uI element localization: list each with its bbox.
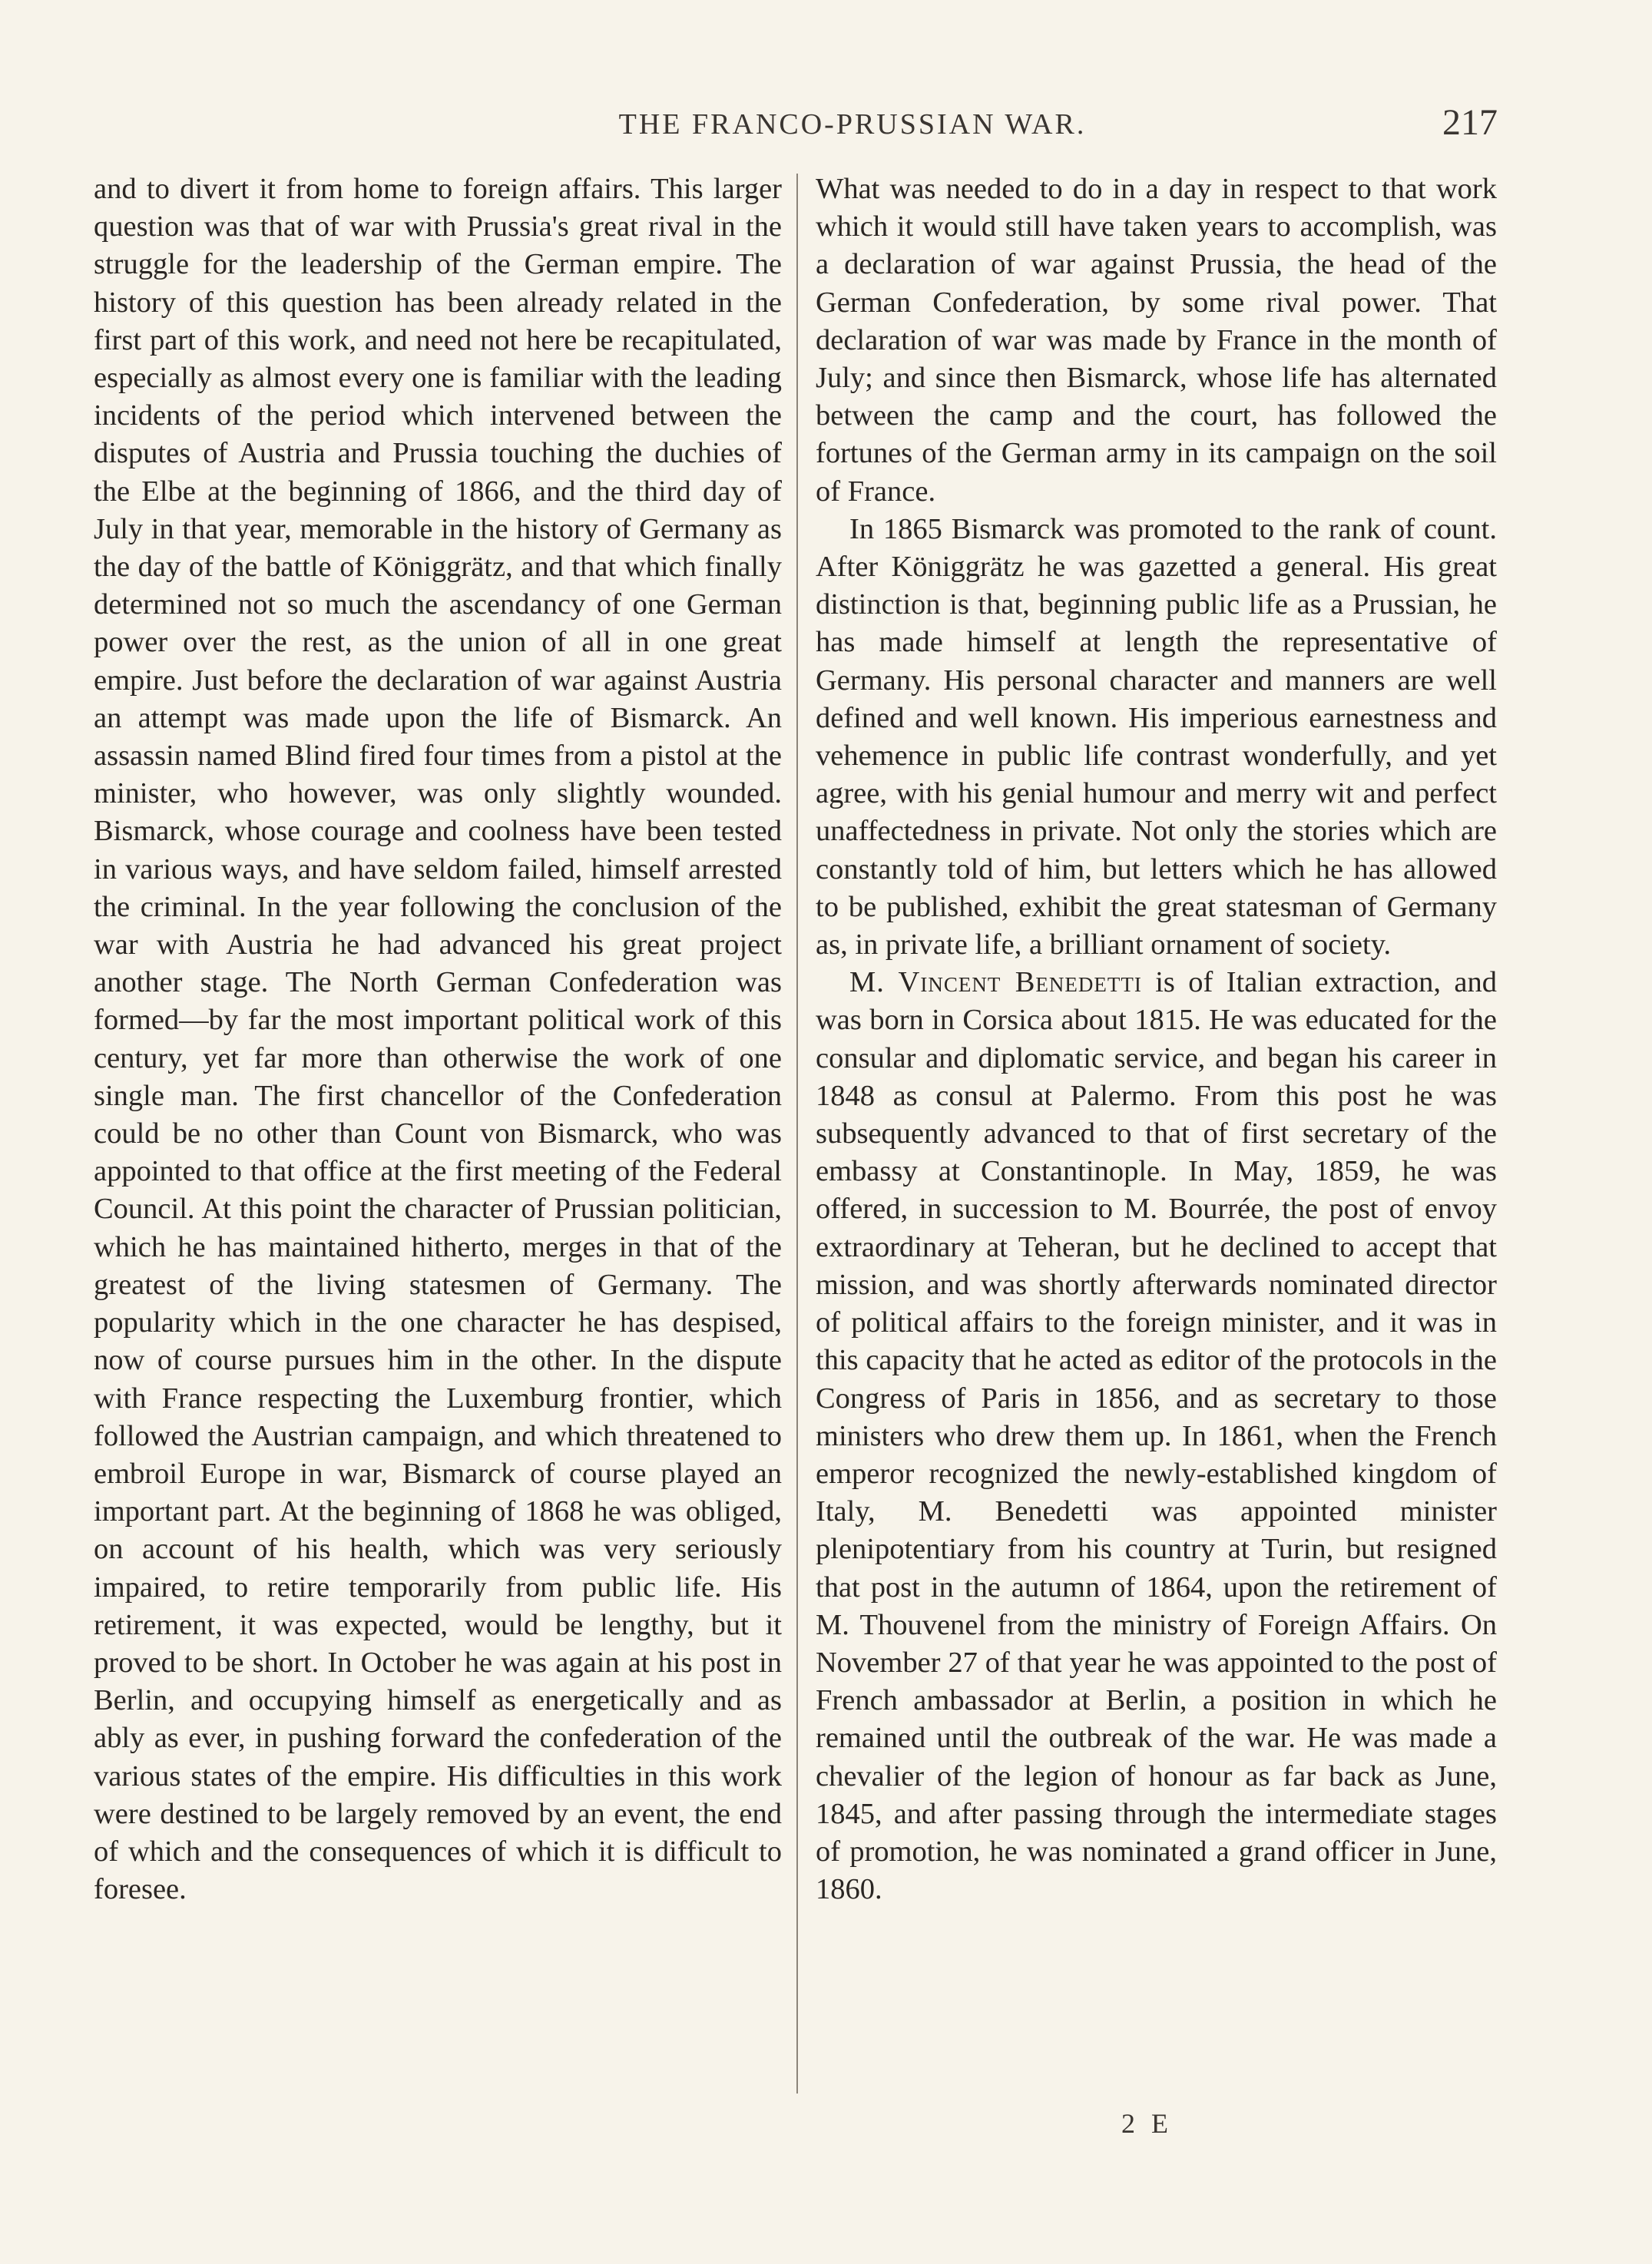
right-paragraph-1: What was needed to do in a day in respect to that work which it would still have taken years to accomplish, was a declaration of war against Prussia, the head of the German Confederation, by some rival power. That declaration of war was made by France in the month of July; and since then Bismarck, whose life has alternated between the camp and the court, has followed the fortunes of the German army in its campaign on the soil of France.: [816, 173, 1497, 508]
running-head: [92, 102, 1498, 154]
right-paragraph-3-text: is of Italian extraction, and was born in Corsica about 1815. He was educated for the consular and diplomatic service, and began his career in 1848 as consul at Palermo. From this post he was subsequently advanced to that of first secretary of the embassy at Constantinople. In May, 1859, he was offered, in succession to M. Bourrée, the post of envoy extraordinary at Teheran, but he declined to accept that mission, and was shortly afterwards nominated director of political affairs to the foreign minister, and it was in this capacity that he acted as editor of the protocols in the Congress of Paris in 1856, and as secretary to those ministers who drew them up. In 1861, when the French emperor recognized the newly-established kingdom of Italy, M. Benedetti was appointed minister plenipotentiary from his country at Turin, but resigned that post in the autumn of 1864, upon the retirement of M. Thouvenel from the ministry of Foreign Affairs. On November 27 of that year he was appointed to the post of French ambassador at Berlin, a position in which he remained until the outbreak of the war. He was made a chevalier of the legion of honour as far back as June, 1845, and after passing through the intermediate stages of promotion, he was nominated a grand officer in June, 1860.: [816, 966, 1497, 1906]
page-number: 217: [1442, 102, 1498, 143]
left-column: [94, 170, 782, 2090]
left-paragraph-1: and to divert it from home to foreign affairs. This larger question was that of war with Prussia's great rival in the struggle for the leadership of the German empire. The history of this question has been already related in the first part of this work, and need not here be recapitulated, especially as almost every one is familiar with the leading incidents of the period which intervened between the disputes of Austria and Prussia touching the duchies of the Elbe at the beginning of 1866, and the third day of July in that year, memorable in the history of Germany as the day of the battle of Königgrätz, and that which finally determined not so much the ascendancy of one German power over the rest, as the union of all in one great empire. Just before the declaration of war against Austria an attempt was made upon the life of Bismarck. An assassin named Blind fired four times from a pistol at the minister, who however, was only slightly wounded. Bismarck, whose courage and coolness have been tested in various ways, and have seldom failed, himself arrested the criminal. In the year following the conclusion of the war with Austria he had advanced his great project another stage. The North German Confederation was formed—by far the most important political work of this century, yet far more than otherwise the work of one single man. The first chancellor of the Confederation could be no other than Count von Bismarck, who was appointed to that office at the first meeting of the Federal Council. At this point the character of Prussian politician, which he has maintained hitherto, merges in that of the greatest of the living statesmen of Germany. The popularity which in the one character he has despised, now of course pursues him in the other. In the dispute with France respecting the Luxemburg frontier, which followed the Austrian campaign, and which threatened to embroil Europe in war, Bismarck of course played an important part. At the beginning of 1868 he was obliged, on account of his health, which was very seriously impaired, to retire temporarily from public life. His retirement, it was expected, would be lengthy, but it proved to be short. In October he was again at his post in Berlin, and occupying himself as energetically and as ably as ever, in pushing forward the confederation of the various states of the empire. His difficulties in this work were destined to be largely removed by an event, the end of which and the consequences of which it is difficult to foresee.: [94, 173, 782, 1906]
right-paragraph-2: In 1865 Bismarck was promoted to the rank of count. After Königgrätz he was gazetted a general. His great distinction is that, beginning public life as a Prussian, he has made himself at length the representative of Germany. His personal character and manners are well defined and well known. His imperious earnestness and vehemence in public life contrast wonderfully, and yet agree, with his genial humour and merry wit and perfect unaffectedness in private. Not only the stories which are constantly told of him, but letters which he has allowed to be published, exhibit the great statesman of Germany as, in private life, a brilliant ornament of society.: [816, 512, 1497, 962]
benedetti-name-lead: M. Vincent Benedetti: [849, 966, 1142, 999]
right-column: [816, 170, 1497, 2090]
running-title: THE FRANCO-PRUSSIAN WAR.: [618, 108, 1087, 141]
column-divider: [796, 174, 798, 2094]
right-paragraph-3: [816, 964, 1497, 1908]
signature-mark: 2 E: [1121, 2108, 1173, 2139]
